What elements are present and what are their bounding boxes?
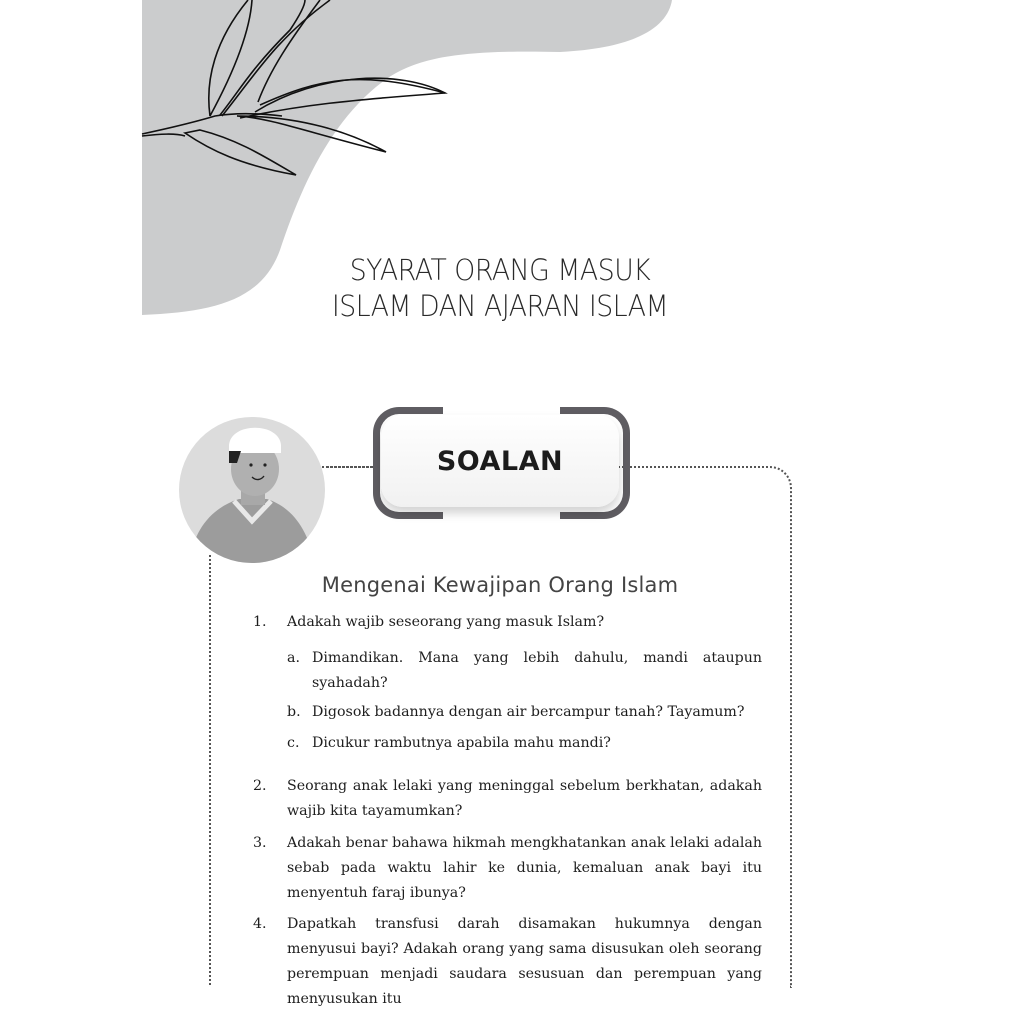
chapter-title-line2: ISLAM DAN AJARAN ISLAM bbox=[331, 289, 669, 323]
question-number: 2. bbox=[253, 778, 267, 794]
sub-item-label: a. bbox=[287, 650, 300, 666]
sub-item-label: c. bbox=[287, 735, 300, 751]
question-text: Adakah benar bahawa hikmah mengkhatankan anak lelaki adalah sebab pada waktu lahir ke dunia, kemaluan anak bayi itu menyentuh faraj ibunya? bbox=[287, 835, 762, 901]
question-number: 1. bbox=[253, 614, 267, 630]
man-with-kopiah-icon bbox=[179, 417, 325, 563]
soalan-badge bbox=[373, 407, 630, 519]
chapter-title bbox=[270, 252, 730, 324]
section-heading: Mengenai Kewajipan Orang Islam bbox=[321, 573, 679, 597]
question-text: Adakah wajib seseorang yang masuk Islam? bbox=[287, 614, 605, 630]
chapter-title-line1: SYARAT ORANG MASUK bbox=[349, 253, 651, 287]
dotted-frame-left bbox=[209, 555, 211, 985]
dotted-connector bbox=[322, 466, 377, 468]
sub-item-text: Digosok badannya dengan air bercampur tanah? Tayamum? bbox=[312, 704, 745, 720]
soalan-label-box bbox=[381, 415, 619, 507]
question-number: 3. bbox=[253, 835, 267, 851]
sub-item-text: Dicukur rambutnya apabila mahu mandi? bbox=[312, 735, 611, 751]
avatar bbox=[179, 417, 325, 563]
sub-item-label: b. bbox=[287, 704, 301, 720]
question-text: Seorang anak lelaki yang meninggal sebelum berkhatan, adakah wajib kita tayamumkan? bbox=[287, 778, 762, 819]
sub-item-text: Dimandikan. Mana yang lebih dahulu, mandi ataupun syahadah? bbox=[312, 650, 762, 691]
soalan-label: SOALAN bbox=[436, 445, 564, 477]
question-text: Dapatkah transfusi darah disamakan hukumnya dengan menyusui bayi? Adakah orang yang sama disusukan oleh seorang perempuan menjadi saudara sesusuan dan perempuan yang menyusukan itu bbox=[287, 916, 762, 1007]
question-number: 4. bbox=[253, 916, 267, 932]
